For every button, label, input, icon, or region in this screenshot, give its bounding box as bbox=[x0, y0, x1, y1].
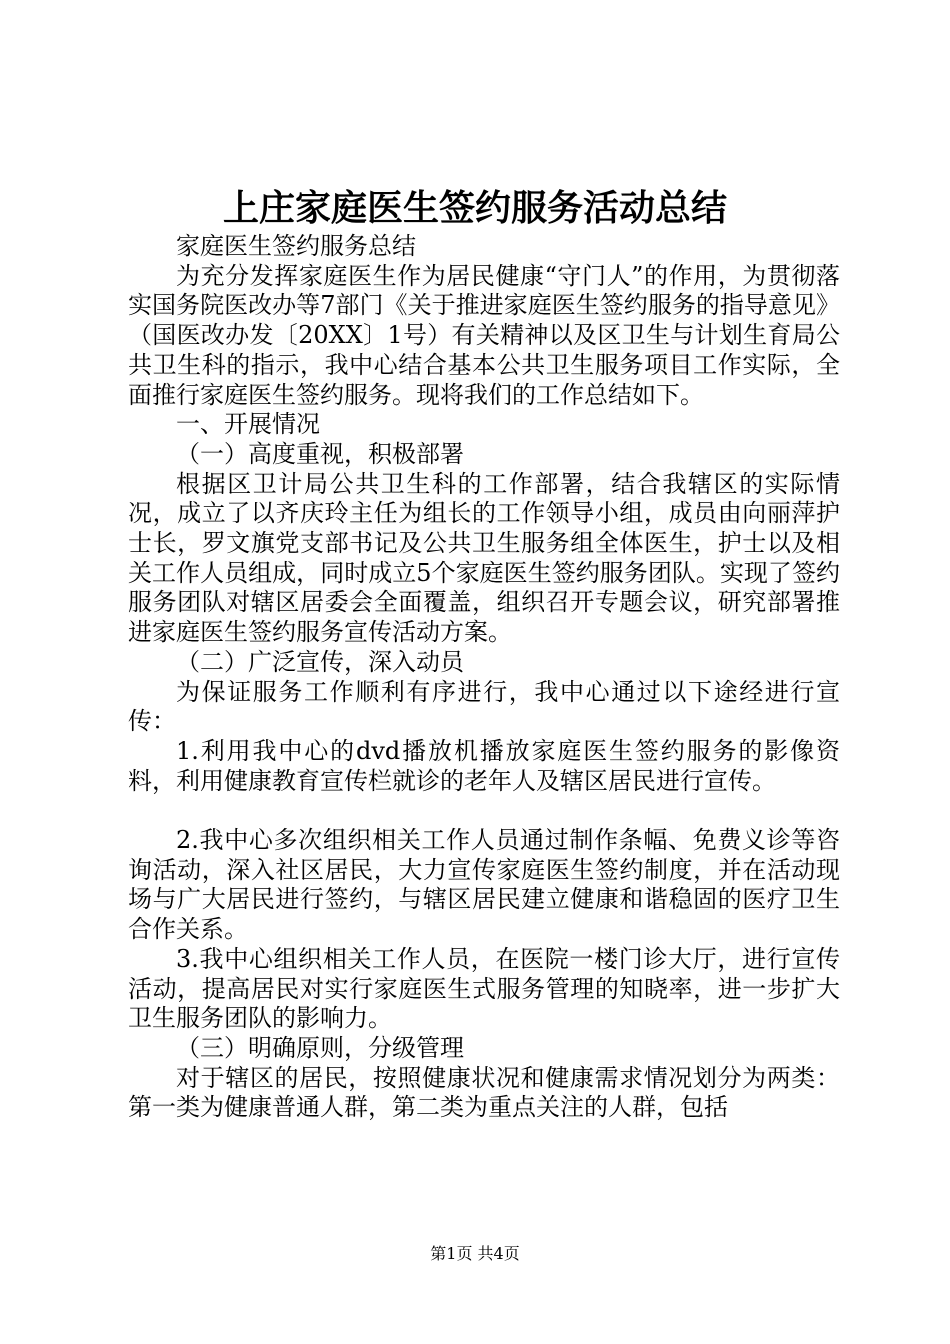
paragraph-publicity-intro: 为保证服务工作顺利有序进行，我中心通过以下途经进行宣传： bbox=[128, 677, 840, 736]
list-item-2: 2.我中心多次组织相关工作人员通过制作条幅、免费义诊等咨询活动，深入社区居民，大力宣传家庭医生签约制度，并在活动现场与广大居民进行签约，与辖区居民建立健康和谐稳固的医疗卫生合作关系。 bbox=[128, 826, 840, 944]
document-body bbox=[128, 232, 840, 1123]
paragraph-intro: 为充分发挥家庭医生作为居民健康“守门人”的作用，为贯彻落实国务院医改办等7部门《关于推进家庭医生签约服务的指导意见》（国医改办发〔20XX〕1号）有关精神以及区卫生与计划生育局公共卫生科的指示，我中心结合基本公共卫生服务项目工作实际，全面推行家庭医生签约服务。现将我们的工作总结如下。 bbox=[128, 261, 840, 409]
heading-subsection-2: （二）广泛宣传，深入动员 bbox=[176, 647, 464, 676]
blank-line bbox=[128, 796, 840, 826]
heading-section-1: 一、开展情况 bbox=[176, 410, 320, 439]
page-number: 第1页 共4页 bbox=[430, 1244, 520, 1263]
paragraph-deployment: 根据区卫计局公共卫生科的工作部署，结合我辖区的实际情况，成立了以齐庆玲主任为组长的工作领导小组，成员由向丽萍护士长，罗文旗党支部书记及公共卫生服务组全体医生，护士以及相关工作人员组成，同时成立5个家庭医生签约服务团队。实现了签约服务团队对辖区居委会全面覆盖，组织召开专题会议，研究部署推进家庭医生签约服务宣传活动方案。 bbox=[128, 469, 840, 647]
paragraph-subtitle: 家庭医生签约服务总结 bbox=[176, 232, 416, 260]
paragraph-classification: 对于辖区的居民，按照健康状况和健康需求情况划分为两类：第一类为健康普通人群，第二类为重点关注的人群，包括 bbox=[128, 1063, 840, 1122]
document-title: 上庄家庭医生签约服务活动总结 bbox=[222, 187, 727, 229]
list-item-3: 3.我中心组织相关工作人员，在医院一楼门诊大厅，进行宣传活动，提高居民对实行家庭医生式服务管理的知晓率，进一步扩大卫生服务团队的影响力。 bbox=[128, 944, 840, 1033]
heading-subsection-1: （一）高度重视，积极部署 bbox=[176, 439, 464, 468]
heading-subsection-3: （三）明确原则，分级管理 bbox=[176, 1033, 464, 1062]
list-item-1: 1.利用我中心的dvd播放机播放家庭医生签约服务的影像资料，利用健康教育宣传栏就诊的老年人及辖区居民进行宣传。 bbox=[128, 736, 840, 795]
